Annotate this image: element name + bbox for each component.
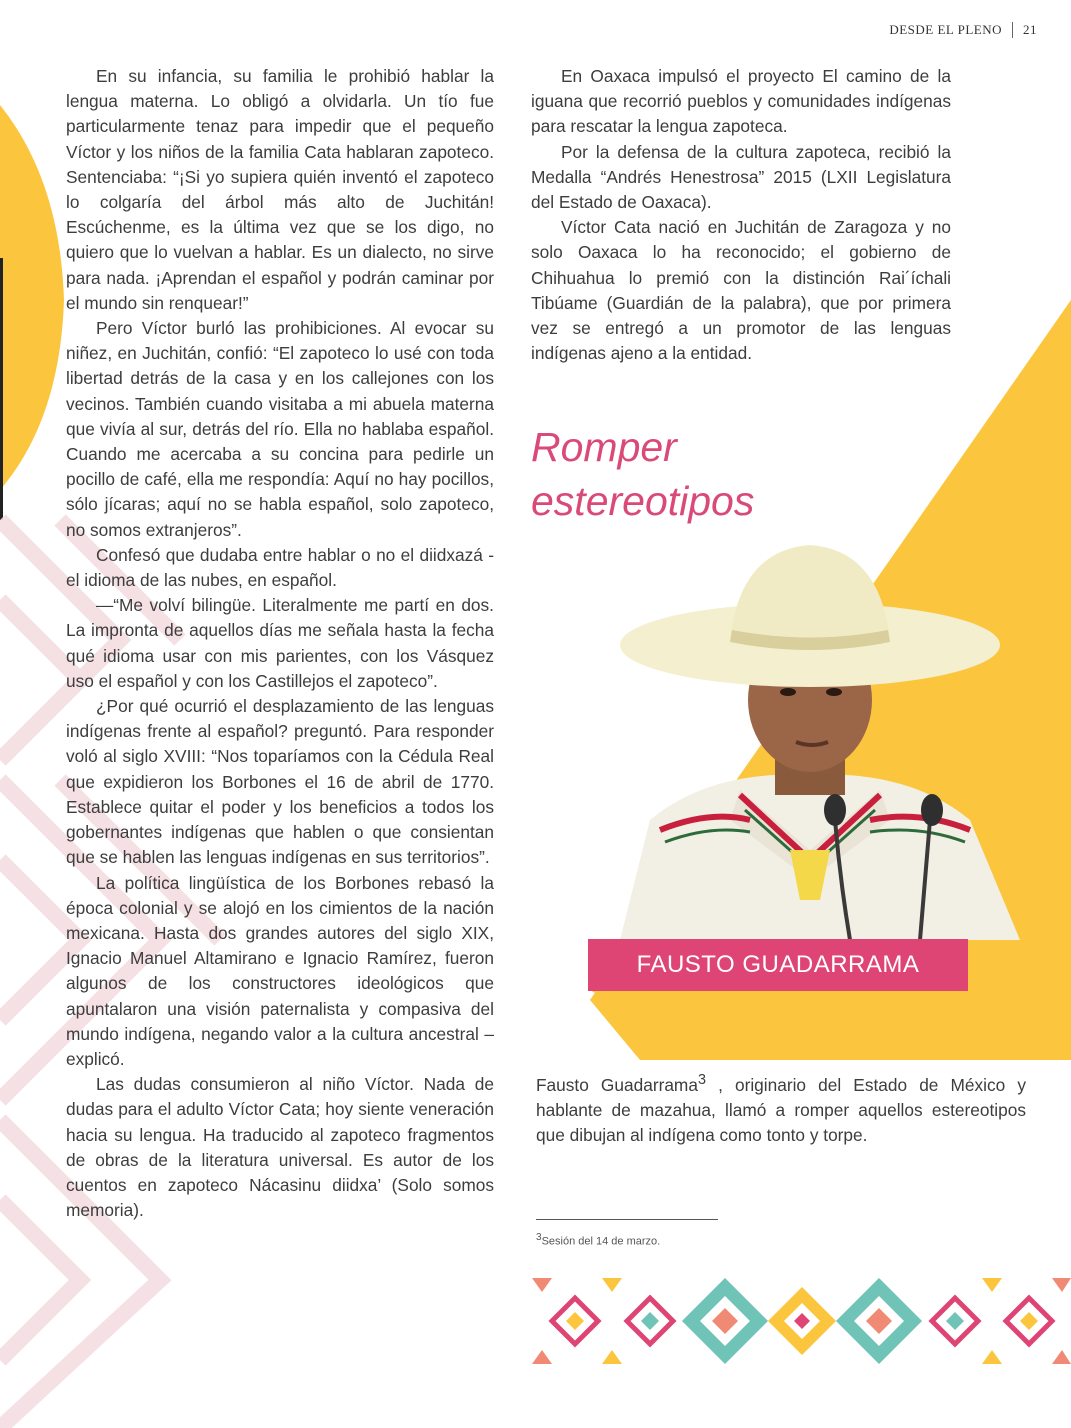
paragraph-text: , originario del Estado de México y hablante de mazahua, llamó a romper aquellos estereotipos que dibujan al indígena como tonto y torpe. bbox=[536, 1074, 1026, 1146]
paragraph: —“Me volví bilingüe. Literalmente me partí en dos. La impronta de aquellos días me señala hasta la fecha qué idioma usar con mis parientes, con los Vásquez uso el español y con los Castillejos el zapoteco”. bbox=[66, 595, 494, 691]
section-heading-line: estereotipos bbox=[531, 478, 755, 524]
paragraph bbox=[536, 1068, 1026, 1148]
footnote-text: Sesión del 14 de marzo. bbox=[541, 1235, 661, 1248]
section-heading bbox=[531, 420, 831, 528]
diamond-row bbox=[532, 1278, 1071, 1364]
paragraph: La política lingüística de los Borbones rebasó la época colonial y se alojó en los cimientos de la nación mexicana. Hasta dos grandes autores del siglo XIX, Ignacio Manuel Altamirano e Ignacio Ramírez, fueron algunos de los constructores ideológicos que apuntalaron una visión paternalista y compasiva del mundo indígena, negando valor a la cultura ancestral –explicó. bbox=[66, 872, 494, 1069]
section-label: DESDE EL PLENO bbox=[889, 22, 1002, 37]
person-name: Fausto Guadarrama bbox=[536, 1074, 698, 1095]
footnote bbox=[536, 1232, 660, 1248]
left-column bbox=[66, 64, 494, 1223]
section-heading-line: Romper bbox=[531, 424, 677, 470]
paragraph: Las dudas consumieron al niño Víctor. Nada de dudas para el adulto Víctor Cata; hoy siente veneración hacia su lengua. Ha traducido al zapoteco fragmentos de obras de la literatura universal. Es autor de los cuentos en zapoteco Nácasinu diidxa’ (Solo somos memoria). bbox=[66, 1074, 494, 1221]
photo-caption: FAUSTO GUADARRAMA bbox=[588, 939, 968, 991]
right-column-top bbox=[531, 64, 951, 366]
footnote-number: 3 bbox=[536, 1232, 542, 1243]
header-divider bbox=[1012, 22, 1013, 38]
paragraph: Confesó que dudaba entre hablar o no el diidxazá -el idioma de las nubes, en español. bbox=[66, 544, 494, 591]
page-header bbox=[889, 22, 1037, 38]
paragraph: Pero Víctor burló las prohibiciones. Al evocar su niñez, en Juchitán, confió: “El zapoteco lo usé con toda libertad detrás de la casa y en los callejones con los vecinos. También cuando visitaba a mi abuela materna que vivía al sur, detrás del río. Ella no hablaba español. Cuando me acercaba a su concina para pedirle un pocillo de café, ella me respondía: Aquí no hay pocillos, sólo jícaras; aquí no se habla español, solo zapoteco, no somos extranjeros”. bbox=[66, 318, 494, 540]
portrait-photo bbox=[590, 520, 1030, 940]
paragraph: En Oaxaca impulsó el proyecto El camino de la iguana que recorrió pueblos y comunidades indígenas para rescatar la lengua zapoteca. bbox=[531, 66, 951, 137]
footnote-rule bbox=[536, 1219, 718, 1220]
right-column-bottom bbox=[536, 1068, 1026, 1148]
footnote-reference: 3 bbox=[697, 1072, 706, 1088]
black-bar-shape bbox=[0, 258, 3, 520]
geometric-pattern bbox=[532, 1278, 1071, 1364]
paragraph: ¿Por qué ocurrió el desplazamiento de las lenguas indígenas frente al español? preguntó. Para responder voló al siglo XVIII: “Nos toparíamos con la Cédula Real que expidieron los Borbones el 16 de abril de 1770. Establece quitar el poder y los beneficios a todos los gobernantes indígenas que hablen o que consientan que se hablen las lenguas indígenas en sus territorios”. bbox=[66, 696, 494, 868]
yellow-circle-shape bbox=[0, 105, 64, 490]
page-number: 21 bbox=[1023, 22, 1037, 37]
paragraph: Víctor Cata nació en Juchitán de Zaragoza y no solo Oaxaca lo ha reconocido; el gobierno de Chihuahua lo premió con la distinción Rai´íchali Tibúame (Guardián de la palabra), que por primera vez se entregó a un promotor de las lenguas indígenas ajeno a la entidad. bbox=[531, 217, 951, 364]
paragraph: Por la defensa de la cultura zapoteca, recibió la Medalla “Andrés Henestrosa” 2015 (LXII Legislatura del Estado de Oaxaca). bbox=[531, 141, 951, 213]
paragraph: En su infancia, su familia le prohibió hablar la lengua materna. Lo obligó a olvidarla. Un tío fue particularmente tenaz para impedir que el pequeño Víctor y los niños de la familia Cata hablaran zapoteco. Sentenciaba: “¡Si yo supiera quién inventó el zapoteco lo colgaría del árbol más alto de Juchitán! Escúchenme, es la última vez que se los digo, no quiero que lo vuelvan a hablar. Es un dialecto, no sirve para nada. ¡Aprendan el español y podrán caminar por el mundo sin renquear!” bbox=[66, 66, 494, 313]
